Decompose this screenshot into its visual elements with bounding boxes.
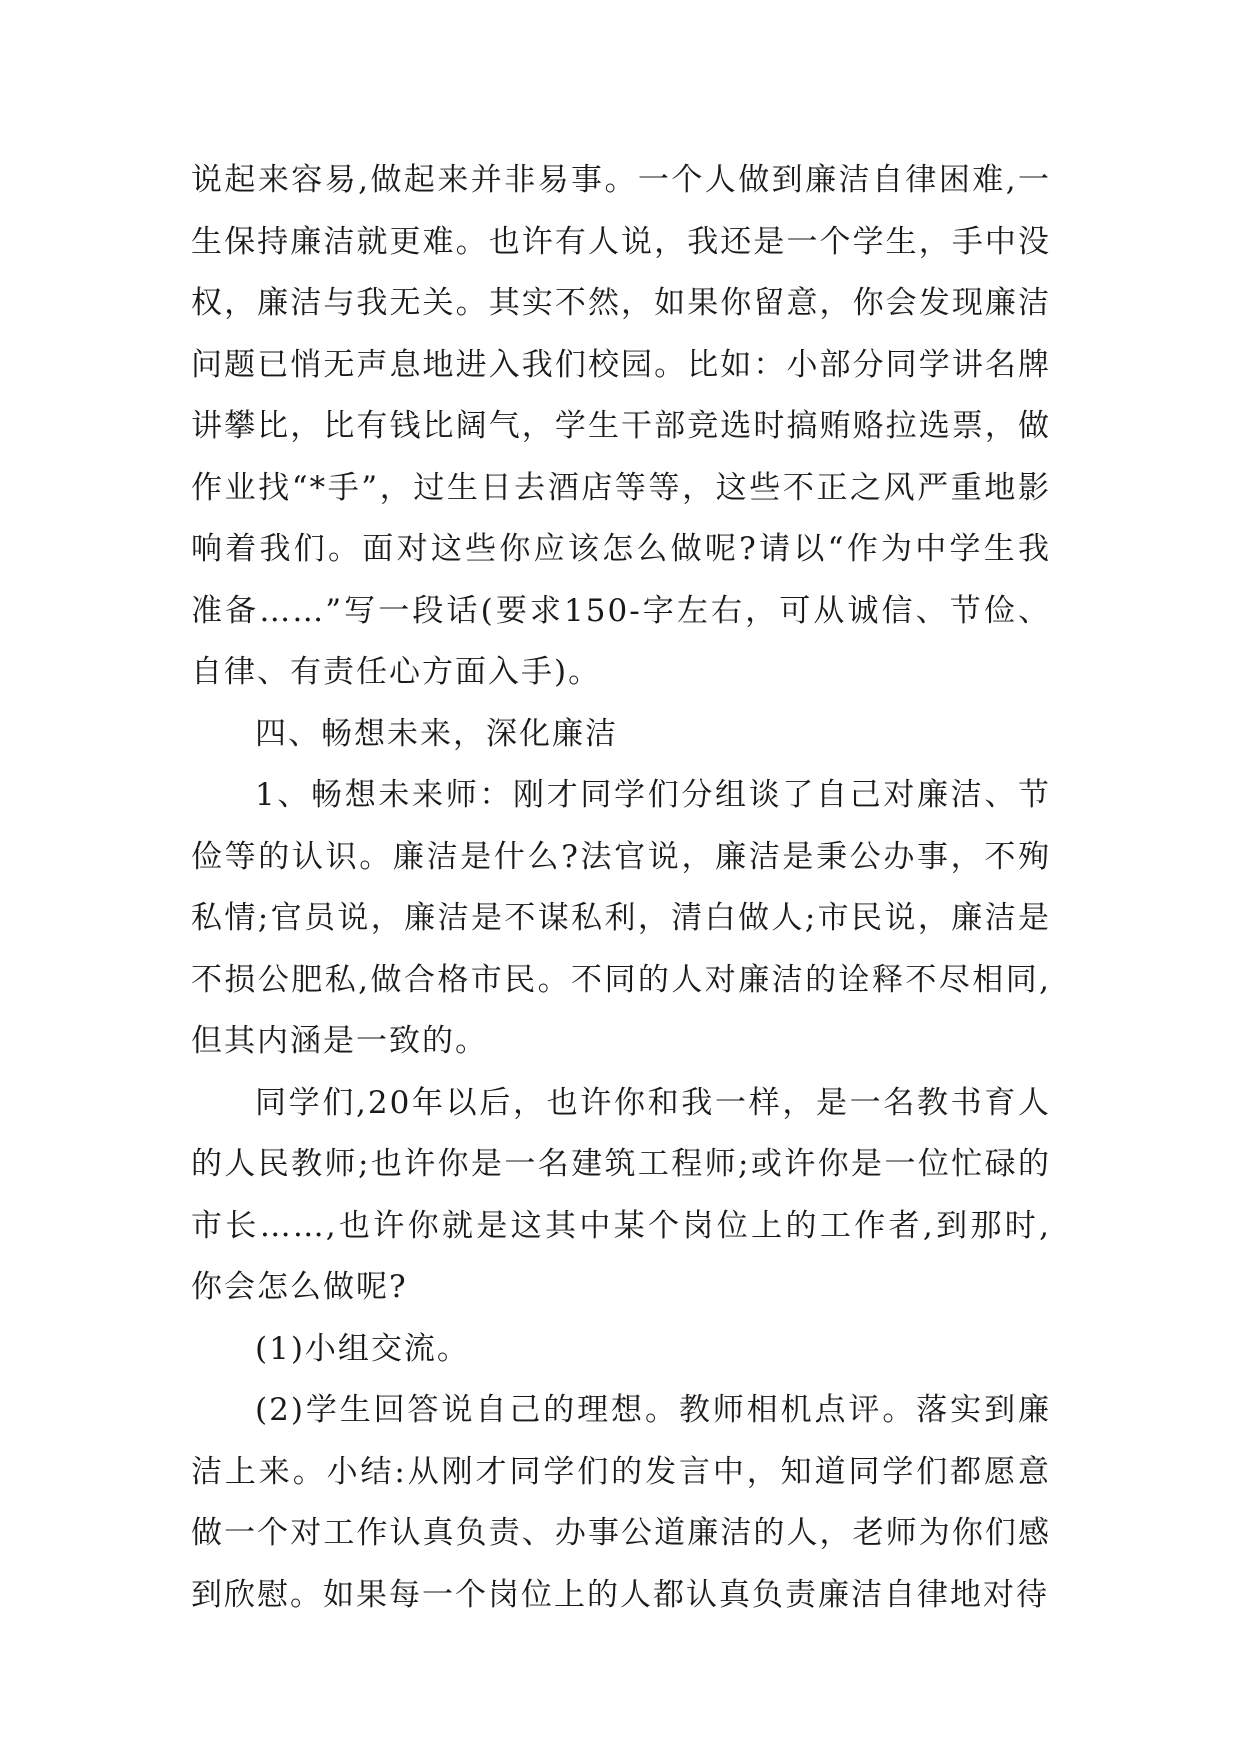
paragraph-4: (1)小组交流。 [255,1330,470,1367]
paragraph-1: 说起来容易,做起来并非易事。一个人做到廉洁自律困难,一生保持廉洁就更难。也许有人说，我还是一个学生，手中没权，廉洁与我无关。其实不然，如果你留意，你会发现廉洁问题已悄无声息地进入我们校园。比如：小部分同学讲名牌讲攀比，比有钱比阔气，学生干部竞选时搞贿赂拉选票，做作业找“*手”，过生日去酒店等等，这些不正之风严重地影响着我们。面对这些你应该怎么做呢?请以“作为中学生我准备……”写一段话(要求150-字左右，可从诚信、节俭、自律、有责任心方面入手)。 [191,162,1051,690]
paragraph-3: 同学们,20年以后，也许你和我一样，是一名教书育人的人民教师;也许你是一名建筑工程师;或许你是一位忙碌的市长……,也许你就是这其中某个岗位上的工作者,到那时,你会怎么做呢? [191,1084,1051,1305]
paragraph-5: (2)学生回答说自己的理想。教师相机点评。落实到廉洁上来。小结:从刚才同学们的发言中，知道同学们都愿意做一个对工作认真负责、办事公道廉洁的人，老师为你们感到欣慰。如果每一个岗位上的人都认真负责廉洁自律地对待 [191,1392,1051,1613]
section-heading: 四、畅想未来，深化廉洁 [255,715,618,752]
paragraph-2: 1、畅想未来师：刚才同学们分组谈了自己对廉洁、节俭等的认识。廉洁是什么?法官说，廉洁是秉公办事，不殉私情;官员说，廉洁是不谋私利，清白做人;市民说，廉洁是不损公肥私,做合格市民。不同的人对廉洁的诠释不尽相同,但其内涵是一致的。 [191,777,1051,1059]
document-body [191,150,1051,1626]
